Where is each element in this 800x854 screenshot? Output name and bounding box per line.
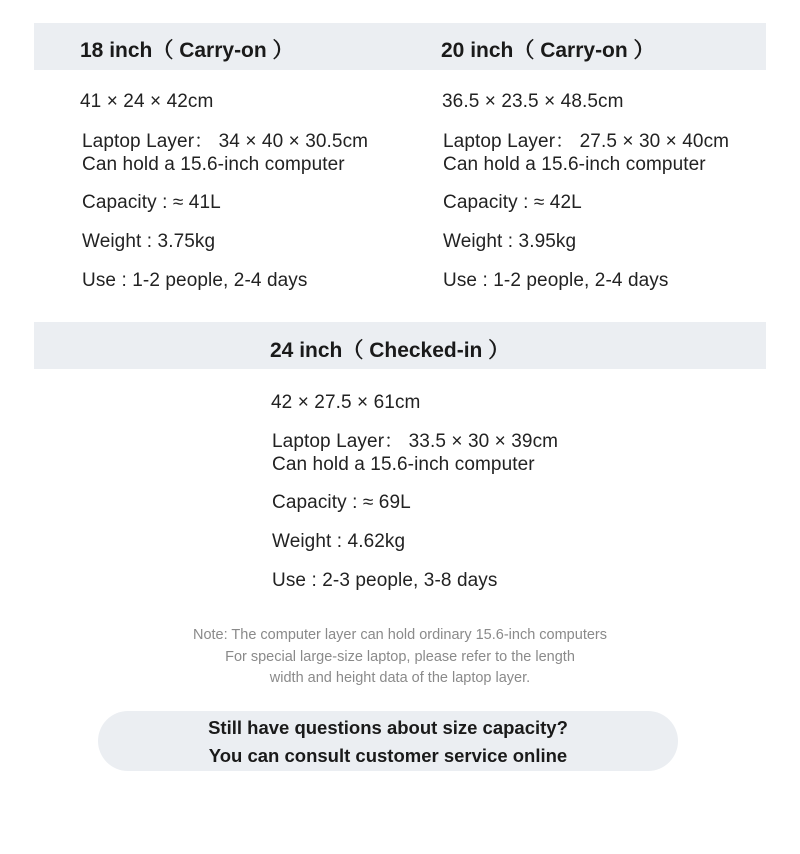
- capacity-20-inch: [443, 192, 582, 214]
- capacity-label: Capacity :: [82, 192, 168, 213]
- customer-service-banner[interactable]: [98, 711, 678, 771]
- dimensions-24-inch: 42 × 27.5 × 61cm: [271, 392, 421, 413]
- dimensions-18-inch: 41 × 24 × 42cm: [80, 91, 214, 112]
- weight-value: 3.95kg: [518, 231, 577, 252]
- use-value: 1-2 people, 2-4 days: [493, 270, 669, 291]
- dimensions-20-inch: 36.5 × 23.5 × 48.5cm: [442, 91, 624, 112]
- use-label: Use :: [272, 570, 317, 591]
- note-line-3: width and height data of the laptop layer.: [269, 670, 531, 686]
- use-20-inch: [443, 270, 668, 292]
- capacity-18-inch: [82, 192, 221, 214]
- weight-label: Weight :: [443, 231, 514, 252]
- note-line-2: For special large-size laptop, please refer to the length: [225, 648, 575, 665]
- laptop-layer-label: Laptop Layer：: [443, 131, 575, 152]
- weight-value: 3.75kg: [157, 231, 216, 252]
- capacity-value: ≈ 69L: [362, 492, 411, 513]
- section-title-18-inch: 18 inch（ Carry-on ）: [80, 39, 294, 62]
- weight-label: Weight :: [82, 231, 153, 252]
- weight-value: 4.62kg: [347, 531, 406, 552]
- weight-24-inch: [272, 531, 405, 553]
- capacity-label: Capacity :: [272, 492, 358, 513]
- use-18-inch: [82, 270, 307, 292]
- capacity-24-inch: [272, 492, 411, 514]
- laptop-note-20-inch: Can hold a 15.6-inch computer: [443, 154, 706, 175]
- use-value: 1-2 people, 2-4 days: [132, 270, 308, 291]
- laptop-layer-18-inch: [82, 126, 368, 153]
- weight-18-inch: [82, 231, 215, 253]
- use-label: Use :: [82, 270, 127, 291]
- section-title-24-inch: 24 inch（ Checked-in ）: [270, 339, 510, 362]
- laptop-layer-label: Laptop Layer：: [82, 131, 214, 152]
- laptop-layer-value: 27.5 × 30 × 40cm: [579, 131, 730, 152]
- weight-label: Weight :: [272, 531, 343, 552]
- laptop-note-18-inch: Can hold a 15.6-inch computer: [82, 154, 345, 175]
- capacity-label: Capacity :: [443, 192, 529, 213]
- laptop-layer-20-inch: [443, 126, 729, 153]
- note-line-1: Note: The computer layer can hold ordinary 15.6-inch computers: [192, 627, 607, 643]
- laptop-layer-label: Laptop Layer：: [272, 431, 404, 452]
- use-label: Use :: [443, 270, 488, 291]
- laptop-layer-value: 33.5 × 30 × 39cm: [408, 431, 559, 452]
- use-24-inch: [272, 570, 497, 592]
- cta-line-1: Still have questions about size capacity?: [208, 717, 568, 738]
- section-title-20-inch: 20 inch（ Carry-on ）: [441, 39, 655, 62]
- capacity-value: ≈ 41L: [172, 192, 221, 213]
- weight-20-inch: [443, 231, 576, 253]
- cta-line-2: You can consult customer service online: [208, 745, 568, 766]
- use-value: 2-3 people, 3-8 days: [322, 570, 498, 591]
- laptop-layer-value: 34 × 40 × 30.5cm: [218, 131, 369, 152]
- laptop-note-24-inch: Can hold a 15.6-inch computer: [272, 454, 535, 475]
- capacity-value: ≈ 42L: [533, 192, 582, 213]
- laptop-layer-24-inch: [272, 426, 558, 453]
- note-text: [0, 625, 800, 690]
